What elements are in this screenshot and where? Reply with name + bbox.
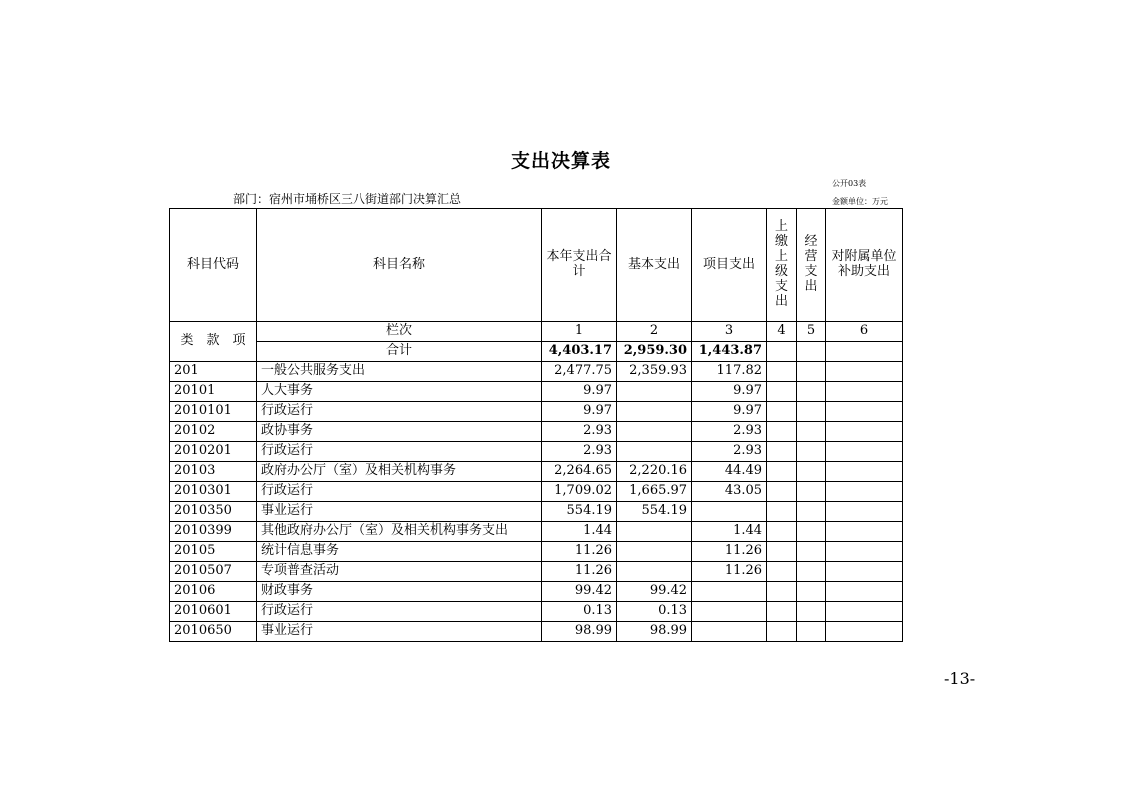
total-expenditure: 9.97 xyxy=(542,402,617,422)
business-expenditure xyxy=(797,382,826,402)
project-expenditure: 11.26 xyxy=(692,542,767,562)
project-expenditure: 44.49 xyxy=(692,462,767,482)
total-expenditure: 2,264.65 xyxy=(542,462,617,482)
header-basic: 基本支出 xyxy=(617,209,692,322)
basic-expenditure: 0.13 xyxy=(617,602,692,622)
project-expenditure xyxy=(692,582,767,602)
total-expenditure: 554.19 xyxy=(542,502,617,522)
upper-expenditure xyxy=(767,502,797,522)
table-row xyxy=(170,522,903,542)
table-row xyxy=(170,422,903,442)
column-number: 5 xyxy=(797,322,826,342)
upper-expenditure xyxy=(767,522,797,542)
subsidy-expenditure xyxy=(826,502,903,522)
class-label-kuan: 款 xyxy=(206,333,220,349)
basic-expenditure xyxy=(617,522,692,542)
subject-name: 事业运行 xyxy=(257,622,542,642)
total-expenditure: 11.26 xyxy=(542,542,617,562)
basic-expenditure xyxy=(617,562,692,582)
subsidy-expenditure xyxy=(826,542,903,562)
department-label: 部门：宿州市埇桥区三八街道部门决算汇总 xyxy=(233,192,462,206)
total-row xyxy=(170,342,903,362)
subject-name: 行政运行 xyxy=(257,602,542,622)
business-expenditure xyxy=(797,502,826,522)
column-number: 2 xyxy=(617,322,692,342)
table-row xyxy=(170,442,903,462)
project-expenditure: 1.44 xyxy=(692,522,767,542)
subject-name: 专项普查活动 xyxy=(257,562,542,582)
subsidy-expenditure xyxy=(826,602,903,622)
class-labels-cell xyxy=(170,322,257,362)
subject-name: 行政运行 xyxy=(257,402,542,422)
business-expenditure xyxy=(797,482,826,502)
subject-code: 2010101 xyxy=(170,402,257,422)
subsidy-expenditure xyxy=(826,422,903,442)
column-number-row xyxy=(170,322,903,342)
subject-code: 2010399 xyxy=(170,522,257,542)
basic-expenditure xyxy=(617,422,692,442)
upper-expenditure xyxy=(767,622,797,642)
header-upper: 上缴上级支出 xyxy=(767,209,797,322)
upper-expenditure xyxy=(767,402,797,422)
subject-code: 20106 xyxy=(170,582,257,602)
basic-expenditure: 554.19 xyxy=(617,502,692,522)
header-total: 本年支出合计 xyxy=(542,209,617,322)
upper-expenditure xyxy=(767,382,797,402)
total-basic: 2,959.30 xyxy=(617,342,692,362)
business-expenditure xyxy=(797,462,826,482)
upper-expenditure xyxy=(767,562,797,582)
table-row xyxy=(170,542,903,562)
subject-code: 2010301 xyxy=(170,482,257,502)
table-row xyxy=(170,462,903,482)
business-expenditure xyxy=(797,602,826,622)
page-number: -13- xyxy=(944,669,976,688)
subsidy-expenditure xyxy=(826,402,903,422)
project-expenditure: 43.05 xyxy=(692,482,767,502)
table-row xyxy=(170,602,903,622)
subject-code: 20101 xyxy=(170,382,257,402)
upper-expenditure xyxy=(767,542,797,562)
business-expenditure xyxy=(797,562,826,582)
subject-code: 2010201 xyxy=(170,442,257,462)
total-upper xyxy=(767,342,797,362)
subsidy-expenditure xyxy=(826,622,903,642)
column-number: 1 xyxy=(542,322,617,342)
project-expenditure: 2.93 xyxy=(692,442,767,462)
subsidy-expenditure xyxy=(826,382,903,402)
basic-expenditure xyxy=(617,542,692,562)
subject-name: 政府办公厅（室）及相关机构事务 xyxy=(257,462,542,482)
expenditure-table xyxy=(169,208,903,642)
subject-code: 2010507 xyxy=(170,562,257,582)
subsidy-expenditure xyxy=(826,462,903,482)
header-name: 科目名称 xyxy=(257,209,542,322)
basic-expenditure: 1,665.97 xyxy=(617,482,692,502)
project-expenditure: 9.97 xyxy=(692,402,767,422)
project-expenditure xyxy=(692,622,767,642)
business-expenditure xyxy=(797,442,826,462)
project-expenditure: 117.82 xyxy=(692,362,767,382)
subject-name: 其他政府办公厅（室）及相关机构事务支出 xyxy=(257,522,542,542)
basic-expenditure: 2,220.16 xyxy=(617,462,692,482)
business-expenditure xyxy=(797,522,826,542)
basic-expenditure xyxy=(617,402,692,422)
project-expenditure: 2.93 xyxy=(692,422,767,442)
upper-expenditure xyxy=(767,462,797,482)
business-expenditure xyxy=(797,582,826,602)
subject-name: 政协事务 xyxy=(257,422,542,442)
subject-code: 20103 xyxy=(170,462,257,482)
basic-expenditure xyxy=(617,382,692,402)
project-expenditure xyxy=(692,502,767,522)
subject-name: 统计信息事务 xyxy=(257,542,542,562)
project-expenditure xyxy=(692,602,767,622)
column-number: 3 xyxy=(692,322,767,342)
basic-expenditure: 2,359.93 xyxy=(617,362,692,382)
total-amount: 4,403.17 xyxy=(542,342,617,362)
total-label: 合计 xyxy=(257,342,542,362)
header-business: 经营支出 xyxy=(797,209,826,322)
total-expenditure: 0.13 xyxy=(542,602,617,622)
business-expenditure xyxy=(797,542,826,562)
class-label-xiang: 项 xyxy=(232,333,246,349)
subject-code: 2010350 xyxy=(170,502,257,522)
table-row xyxy=(170,622,903,642)
basic-expenditure: 99.42 xyxy=(617,582,692,602)
total-expenditure: 11.26 xyxy=(542,562,617,582)
total-expenditure: 2,477.75 xyxy=(542,362,617,382)
project-expenditure: 11.26 xyxy=(692,562,767,582)
subject-code: 20105 xyxy=(170,542,257,562)
amount-unit: 金额单位：万元 xyxy=(832,197,888,206)
business-expenditure xyxy=(797,402,826,422)
upper-expenditure xyxy=(767,422,797,442)
upper-expenditure xyxy=(767,602,797,622)
upper-expenditure xyxy=(767,442,797,462)
total-expenditure: 99.42 xyxy=(542,582,617,602)
form-code: 公开03表 xyxy=(832,179,867,188)
subject-code: 20102 xyxy=(170,422,257,442)
total-expenditure: 1,709.02 xyxy=(542,482,617,502)
business-expenditure xyxy=(797,362,826,382)
total-expenditure: 98.99 xyxy=(542,622,617,642)
subject-code: 201 xyxy=(170,362,257,382)
project-expenditure: 9.97 xyxy=(692,382,767,402)
upper-expenditure xyxy=(767,482,797,502)
business-expenditure xyxy=(797,422,826,442)
basic-expenditure: 98.99 xyxy=(617,622,692,642)
class-label-lei: 类 xyxy=(180,333,194,349)
total-expenditure: 1.44 xyxy=(542,522,617,542)
upper-expenditure xyxy=(767,362,797,382)
subject-name: 事业运行 xyxy=(257,502,542,522)
table-row xyxy=(170,482,903,502)
table-row xyxy=(170,362,903,382)
header-code: 科目代码 xyxy=(170,209,257,322)
column-label: 栏次 xyxy=(257,322,542,342)
subject-name: 行政运行 xyxy=(257,442,542,462)
table-row xyxy=(170,582,903,602)
business-expenditure xyxy=(797,622,826,642)
upper-expenditure xyxy=(767,582,797,602)
total-expenditure: 2.93 xyxy=(542,442,617,462)
subsidy-expenditure xyxy=(826,582,903,602)
column-number: 6 xyxy=(826,322,903,342)
table-row xyxy=(170,502,903,522)
table-row xyxy=(170,402,903,422)
subsidy-expenditure xyxy=(826,522,903,542)
total-subsidy xyxy=(826,342,903,362)
total-expenditure: 9.97 xyxy=(542,382,617,402)
subsidy-expenditure xyxy=(826,362,903,382)
total-project: 1,443.87 xyxy=(692,342,767,362)
subject-name: 行政运行 xyxy=(257,482,542,502)
subject-code: 2010601 xyxy=(170,602,257,622)
table-row xyxy=(170,562,903,582)
total-expenditure: 2.93 xyxy=(542,422,617,442)
basic-expenditure xyxy=(617,442,692,462)
subject-name: 一般公共服务支出 xyxy=(257,362,542,382)
total-business xyxy=(797,342,826,362)
subject-name: 财政事务 xyxy=(257,582,542,602)
subsidy-expenditure xyxy=(826,482,903,502)
page-title: 支出决算表 xyxy=(510,150,611,172)
subsidy-expenditure xyxy=(826,442,903,462)
subject-code: 2010650 xyxy=(170,622,257,642)
header-project: 项目支出 xyxy=(692,209,767,322)
header-row xyxy=(170,209,903,322)
subsidy-expenditure xyxy=(826,562,903,582)
column-number: 4 xyxy=(767,322,797,342)
table-row xyxy=(170,382,903,402)
header-subsidy: 对附属单位补助支出 xyxy=(826,209,903,322)
subject-name: 人大事务 xyxy=(257,382,542,402)
